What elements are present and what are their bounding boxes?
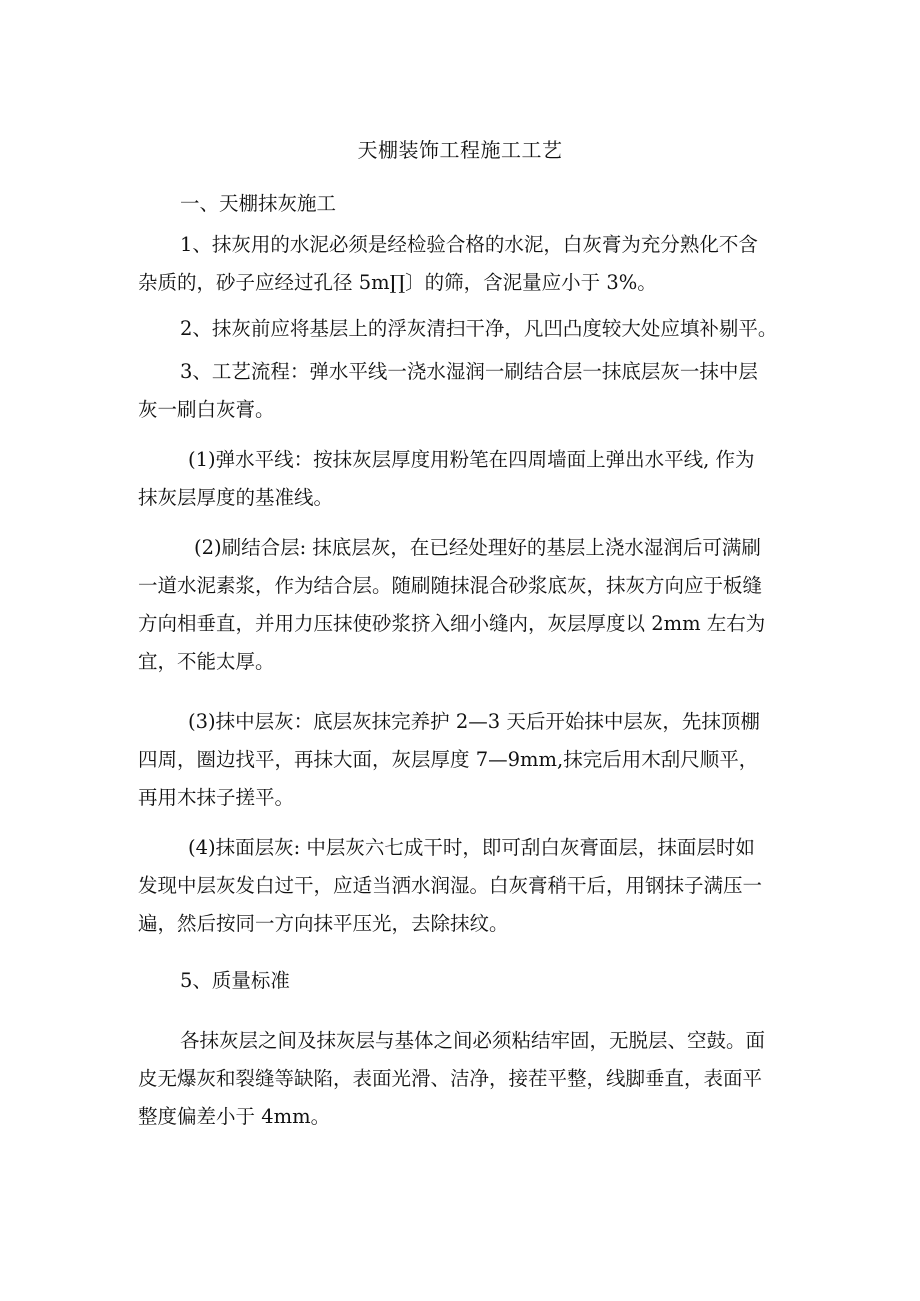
- paragraph-line: 发现中层灰发白过干，应适当洒水润湿。白灰膏稍干后，用钢抹子满压一: [138, 874, 763, 897]
- paragraph-line: 皮无爆灰和裂缝等缺陷，表面光滑、洁净，接茬平整，线脚垂直，表面平: [138, 1067, 763, 1090]
- paragraph-step-3: [138, 703, 778, 817]
- paragraph-process-flow: [138, 353, 778, 429]
- paragraph-line: (3)抹中层灰：底层灰抹完养护 2—3 天后开始抹中层灰，先抹顶棚: [188, 710, 760, 733]
- paragraph-step-2: [138, 529, 778, 681]
- paragraph-line: (2)刷结合层: 抹底层灰，在已经处理好的基层上浇水湿润后可满刷: [194, 536, 761, 559]
- paragraph-line: 3、工艺流程：弹水平线一浇水湿润一刷结合层一抹底层灰一抹中层: [180, 360, 758, 383]
- paragraph-line: 方向相垂直，并用力压抹使砂浆挤入细小缝内，灰层厚度以 2mm 左右为: [138, 612, 766, 635]
- paragraph-line: 遍，然后按同一方向抹平压光，去除抹纹。: [138, 912, 509, 935]
- paragraph-line: 各抹灰层之间及抹灰层与基体之间必须粘结牢固，无脱层、空鼓。面: [180, 1029, 766, 1052]
- heading-text: 一、天棚抹灰施工: [180, 192, 337, 215]
- paragraph-step-1: [138, 441, 778, 517]
- paragraph-line: 宜，不能太厚。: [138, 650, 275, 673]
- paragraph-surface-cleaning: [138, 310, 778, 348]
- paragraph-line: (1)弹水平线：按抹灰层厚度用粉笔在四周墙面上弹出水平线, 作为: [188, 448, 755, 471]
- paragraph-line: 再用木抹子搓平。: [138, 786, 295, 809]
- paragraph-line: 抹灰层厚度的基准线。: [138, 486, 334, 509]
- paragraph-line: 灰一刷白灰膏。: [138, 398, 275, 421]
- paragraph-line: 1、抹灰用的水泥必须是经检验合格的水泥，白灰膏为充分熟化不含: [180, 233, 758, 256]
- heading-text: 5、质量标准: [180, 969, 290, 992]
- paragraph-line: 2、抹灰前应将基层上的浮灰清扫干净，凡凹凸度较大处应填补剔平。: [180, 317, 778, 340]
- paragraph-line: 四周，圈边找平，再抹大面，灰层厚度 7—9mm,抹完后用木刮尺顺平，: [138, 748, 759, 771]
- document-title: 天棚装饰工程施工工艺: [357, 138, 563, 162]
- paragraph-step-4: [138, 829, 778, 943]
- paragraph-line: 杂质的，砂子应经过孔径 5m∏〕的筛，含泥量应小于 3%。: [138, 271, 657, 294]
- section-heading-quality-standard: [138, 962, 778, 1000]
- paragraph-quality-standard: [138, 1022, 778, 1136]
- paragraph-line: 整度偏差小于 4mm。: [138, 1105, 331, 1128]
- paragraph-line: 一道水泥素浆，作为结合层。随刷随抹混合砂浆底灰，抹灰方向应于板缝: [138, 574, 763, 597]
- paragraph-line: (4)抹面层灰: 中层灰六七成干时，即可刮白灰膏面层，抹面层时如: [188, 836, 755, 859]
- paragraph-cement-requirements: [138, 226, 778, 302]
- section-heading-ceiling-plastering: [138, 185, 778, 223]
